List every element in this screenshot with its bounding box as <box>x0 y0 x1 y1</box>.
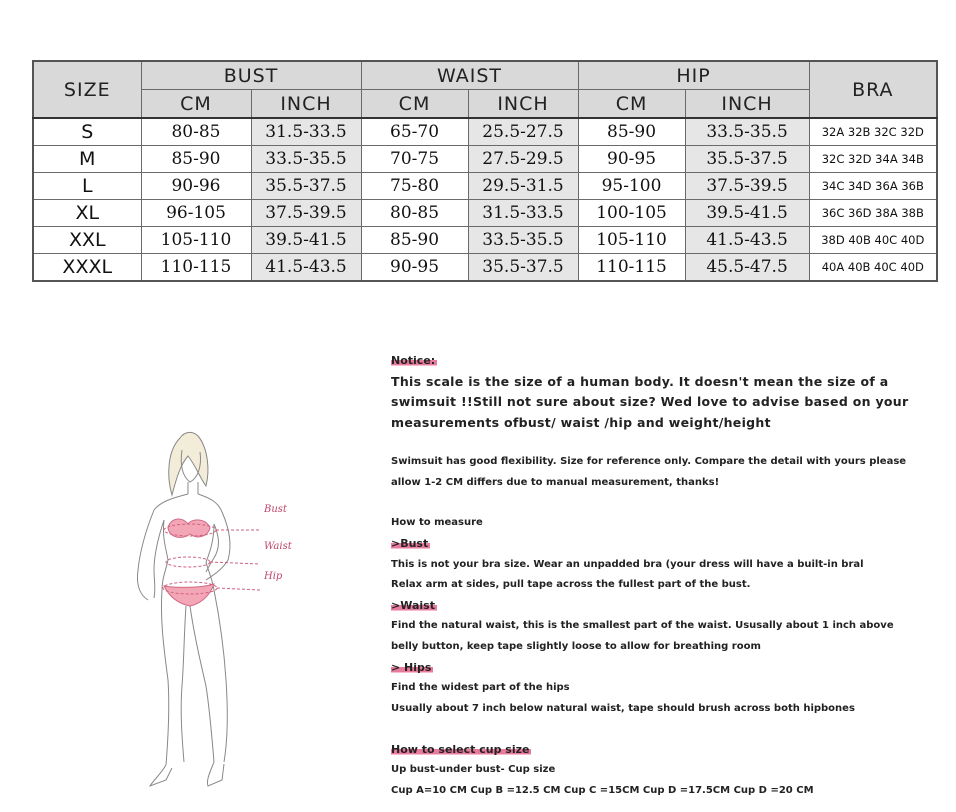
cell-waist-inch: 27.5-29.5 <box>468 146 578 173</box>
header-bust-cm: CM <box>141 90 251 119</box>
cell-waist-inch: 29.5-31.5 <box>468 173 578 200</box>
cell-bust-inch: 39.5-41.5 <box>251 227 361 254</box>
cell-bust-inch: 37.5-39.5 <box>251 200 361 227</box>
flex-line-2: allow 1-2 CM differs due to manual measurement, thanks! <box>391 477 720 488</box>
cell-bust-inch: 35.5-37.5 <box>251 173 361 200</box>
cell-hip-inch: 41.5-43.5 <box>685 227 809 254</box>
header-waist-cm: CM <box>361 90 468 119</box>
header-hip-inch: INCH <box>685 90 809 119</box>
bust-title: >Bust <box>391 537 429 550</box>
header-hip-cm: CM <box>578 90 685 119</box>
cell-bust-cm: 105-110 <box>141 227 251 254</box>
table-row <box>33 200 937 227</box>
cell-size: XXXL <box>33 254 141 282</box>
notice-line-2: swimsuit !!Still not sure about size? Wed love to advise based on your <box>391 394 909 409</box>
woman-figure-illustration <box>110 420 310 790</box>
cell-bust-cm: 80-85 <box>141 118 251 146</box>
cell-hip-inch: 37.5-39.5 <box>685 173 809 200</box>
header-size: SIZE <box>33 61 141 118</box>
bust-line-1: This is not your bra size. Wear an unpadded bra (your dress will have a built-in bral <box>391 559 864 570</box>
waist-line-1: Find the natural waist, this is the smallest part of the waist. Ususally about 1 inch above <box>391 620 894 631</box>
bust-label: Bust <box>264 504 287 515</box>
cell-hip-inch: 45.5-47.5 <box>685 254 809 282</box>
cell-bra: 34C 34D 36A 36B <box>809 173 937 200</box>
cell-hip-inch: 33.5-35.5 <box>685 118 809 146</box>
cell-bust-inch: 33.5-35.5 <box>251 146 361 173</box>
cell-size: L <box>33 173 141 200</box>
cell-hip-cm: 100-105 <box>578 200 685 227</box>
waist-line-2: belly button, keep tape slightly loose to allow for breathing room <box>391 641 761 652</box>
cell-hip-inch: 35.5-37.5 <box>685 146 809 173</box>
table-row <box>33 118 937 146</box>
cell-bust-cm: 90-96 <box>141 173 251 200</box>
cell-waist-cm: 85-90 <box>361 227 468 254</box>
hips-title: > Hips <box>391 661 432 674</box>
cell-bust-cm: 96-105 <box>141 200 251 227</box>
cell-hip-cm: 95-100 <box>578 173 685 200</box>
cell-waist-inch: 33.5-35.5 <box>468 227 578 254</box>
cup-line-2: Cup A=10 CM Cup B =12.5 CM Cup C =15CM Cup D =17.5CM Cup D =20 CM <box>391 785 814 796</box>
hip-label: Hip <box>264 571 283 582</box>
cell-size: S <box>33 118 141 146</box>
flex-line-1: Swimsuit has good flexibility. Size for reference only. Compare the detail with yours please <box>391 456 907 467</box>
cell-waist-cm: 65-70 <box>361 118 468 146</box>
cell-waist-inch: 25.5-27.5 <box>468 118 578 146</box>
cell-bust-cm: 85-90 <box>141 146 251 173</box>
header-bust-inch: INCH <box>251 90 361 119</box>
cell-size: M <box>33 146 141 173</box>
table-row <box>33 173 937 200</box>
cell-bust-cm: 110-115 <box>141 254 251 282</box>
table-row <box>33 146 937 173</box>
cell-waist-cm: 90-95 <box>361 254 468 282</box>
size-chart-table <box>32 60 938 282</box>
cell-bra: 38D 40B 40C 40D <box>809 227 937 254</box>
cell-bust-inch: 41.5-43.5 <box>251 254 361 282</box>
bust-line-2: Relax arm at sides, pull tape across the fullest part of the bust. <box>391 579 751 590</box>
header-bust: BUST <box>141 61 361 90</box>
notice-line-3: measurements ofbust/ waist /hip and weight/height <box>391 415 771 430</box>
cell-waist-inch: 35.5-37.5 <box>468 254 578 282</box>
cell-hip-cm: 110-115 <box>578 254 685 282</box>
header-hip: HIP <box>578 61 809 90</box>
cup-line-1: Up bust-under bust- Cup size <box>391 764 556 775</box>
hips-line-2: Usually about 7 inch below natural waist, tape should brush across both hipbones <box>391 703 855 714</box>
cell-waist-cm: 75-80 <box>361 173 468 200</box>
cell-bra: 40A 40B 40C 40D <box>809 254 937 282</box>
cell-hip-inch: 39.5-41.5 <box>685 200 809 227</box>
header-waist-inch: INCH <box>468 90 578 119</box>
cell-waist-inch: 31.5-33.5 <box>468 200 578 227</box>
cell-bra: 32A 32B 32C 32D <box>809 118 937 146</box>
how-title: How to measure <box>391 517 483 528</box>
notice-line-1: This scale is the size of a human body. It doesn't mean the size of a <box>391 374 889 389</box>
size-table-body <box>33 118 937 281</box>
notice-title: Notice: <box>391 354 436 367</box>
cell-waist-cm: 70-75 <box>361 146 468 173</box>
header-waist: WAIST <box>361 61 578 90</box>
cell-size: XL <box>33 200 141 227</box>
table-row <box>33 254 937 282</box>
cell-bra: 36C 36D 38A 38B <box>809 200 937 227</box>
cell-hip-cm: 90-95 <box>578 146 685 173</box>
waist-label: Waist <box>264 541 292 552</box>
waist-title: >Waist <box>391 599 435 612</box>
table-row <box>33 227 937 254</box>
cell-size: XXL <box>33 227 141 254</box>
cell-waist-cm: 80-85 <box>361 200 468 227</box>
header-bra: BRA <box>809 61 937 118</box>
body-measurement-figure <box>110 420 310 790</box>
cell-hip-cm: 105-110 <box>578 227 685 254</box>
cell-bra: 32C 32D 34A 34B <box>809 146 937 173</box>
cell-hip-cm: 85-90 <box>578 118 685 146</box>
cell-bust-inch: 31.5-33.5 <box>251 118 361 146</box>
cup-title: How to select cup size <box>391 743 530 756</box>
hips-line-1: Find the widest part of the hips <box>391 682 570 693</box>
